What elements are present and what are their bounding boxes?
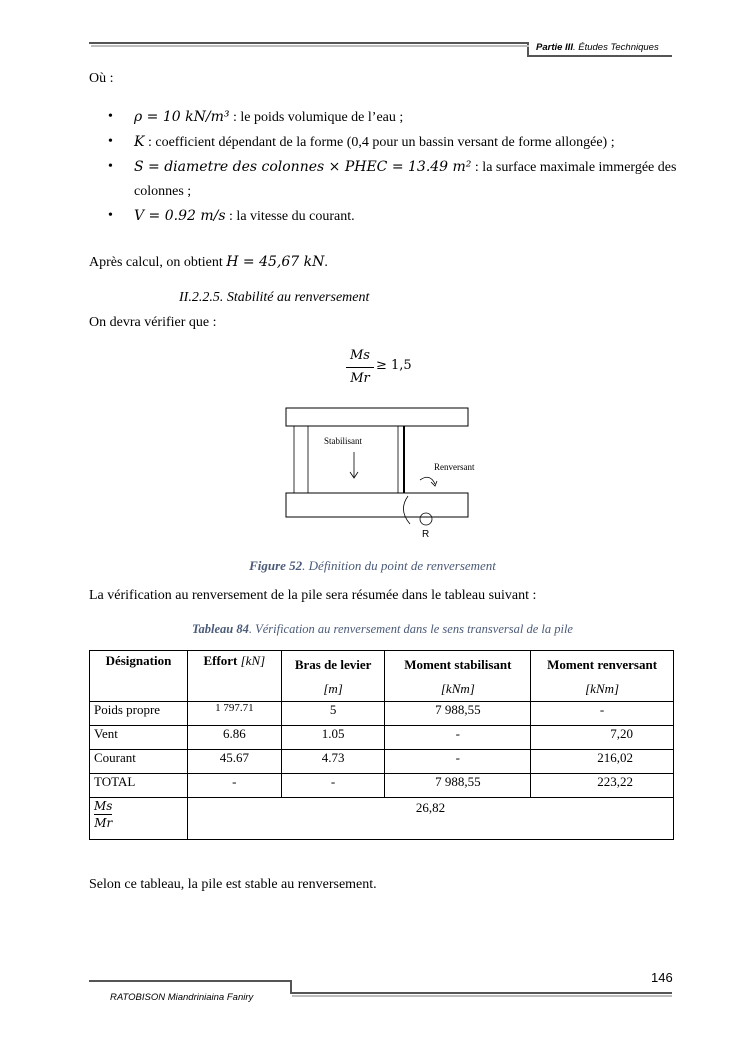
table-header-cell: Bras de levier [m] <box>281 651 385 702</box>
table-cell: 4.73 <box>281 750 385 774</box>
label-stabilisant: Stabilisant <box>324 436 362 446</box>
formula-rhs: ≥ 1,5 <box>376 358 412 373</box>
footer-rule <box>89 980 291 982</box>
table-cell: - <box>187 774 281 798</box>
pivot-point-icon <box>420 513 432 525</box>
definition-list <box>108 105 678 229</box>
table-cell: 1.05 <box>281 726 385 750</box>
table-cell: - <box>531 702 674 726</box>
table-row <box>90 702 674 726</box>
table-cell: 1 797.71 <box>187 702 281 726</box>
table-cell: 5 <box>281 702 385 726</box>
rotation-arrow-icon <box>420 477 435 484</box>
table-cell: 45.67 <box>187 750 281 774</box>
table-cell: 223,22 <box>531 774 674 798</box>
conclusion-text: Selon ce tableau, la pile est stable au renversement. <box>89 877 377 892</box>
list-item: • ρ = 10 kN/m³ : le poids volumique de l’eau ; <box>108 105 678 130</box>
header-rule-lower <box>527 55 672 57</box>
label-point-r: R <box>422 529 430 540</box>
footer-author: RATOBISON Miandriniaina Faniry <box>110 992 254 1003</box>
table-ratio-row <box>90 798 674 840</box>
result-text: Après calcul, on obtient H = 45,67 kN. <box>89 254 328 270</box>
footer-shadow <box>292 995 672 997</box>
table-cell: 7,20 <box>531 726 674 750</box>
list-item: • K : coefficient dépendant de la forme (0,4 pour un bassin versant de forme allongée) ; <box>108 130 678 155</box>
table-caption: Tableau 84. Vérification au renversement dans le sens transversal de la pile <box>192 622 573 636</box>
table-cell: - <box>281 774 385 798</box>
formula-numerator: Ms <box>350 348 370 363</box>
formula-fraction-bar <box>346 367 374 368</box>
section-heading: II.2.2.5. Stabilité au renversement <box>179 290 370 305</box>
header-title: Partie III. Études Techniques <box>536 42 659 53</box>
label-renversant: Renversant <box>434 462 475 472</box>
verify-text: On devra vérifier que : <box>89 315 217 330</box>
header-shadow <box>91 45 529 47</box>
ratio-value: 26,82 <box>187 798 673 840</box>
table-cell: - <box>385 726 531 750</box>
pile-footing <box>286 493 468 517</box>
table-cell: - <box>385 750 531 774</box>
table-header-cell: Moment renversant [kNm] <box>531 651 674 702</box>
table-header-cell: Moment stabilisant [kNm] <box>385 651 531 702</box>
table-header-cell: Effort [kN] <box>187 651 281 702</box>
header-rule <box>89 42 529 44</box>
table-intro-text: La vérification au renversement de la pile sera résumée dans le tableau suivant : <box>89 588 537 603</box>
table-cell: 216,02 <box>531 750 674 774</box>
overturning-table <box>89 650 674 840</box>
table-cell: 7 988,55 <box>385 702 531 726</box>
footer-rule-lower <box>290 992 672 994</box>
table-cell: Vent <box>90 726 188 750</box>
figure-caption: Figure 52. Définition du point de renversement <box>249 558 496 573</box>
table-row <box>90 726 674 750</box>
table-cell: TOTAL <box>90 774 188 798</box>
ratio-fraction: $\frac{Ms}{Mr}$ <box>90 798 188 840</box>
table-header-cell: Désignation <box>90 651 188 702</box>
table-cell: 7 988,55 <box>385 774 531 798</box>
intro-text: Où : <box>89 71 114 86</box>
overturning-diagram <box>270 400 500 550</box>
table-cell: 6.86 <box>187 726 281 750</box>
table-cell: Poids propre <box>90 702 188 726</box>
deck-slab <box>286 408 468 426</box>
formula-denominator: Mr <box>350 371 370 386</box>
table-cell: Courant <box>90 750 188 774</box>
table-row <box>90 774 674 798</box>
table-row <box>90 750 674 774</box>
list-item: • S = diametre des colonnes × PHEC = 13.49 m² : la surface maximale immergée des colonnes ; <box>108 155 678 204</box>
table-header-row <box>90 651 674 702</box>
page-number: 146 <box>651 970 673 985</box>
list-item: • V = 0.92 m/s : la vitesse du courant. <box>108 204 678 229</box>
